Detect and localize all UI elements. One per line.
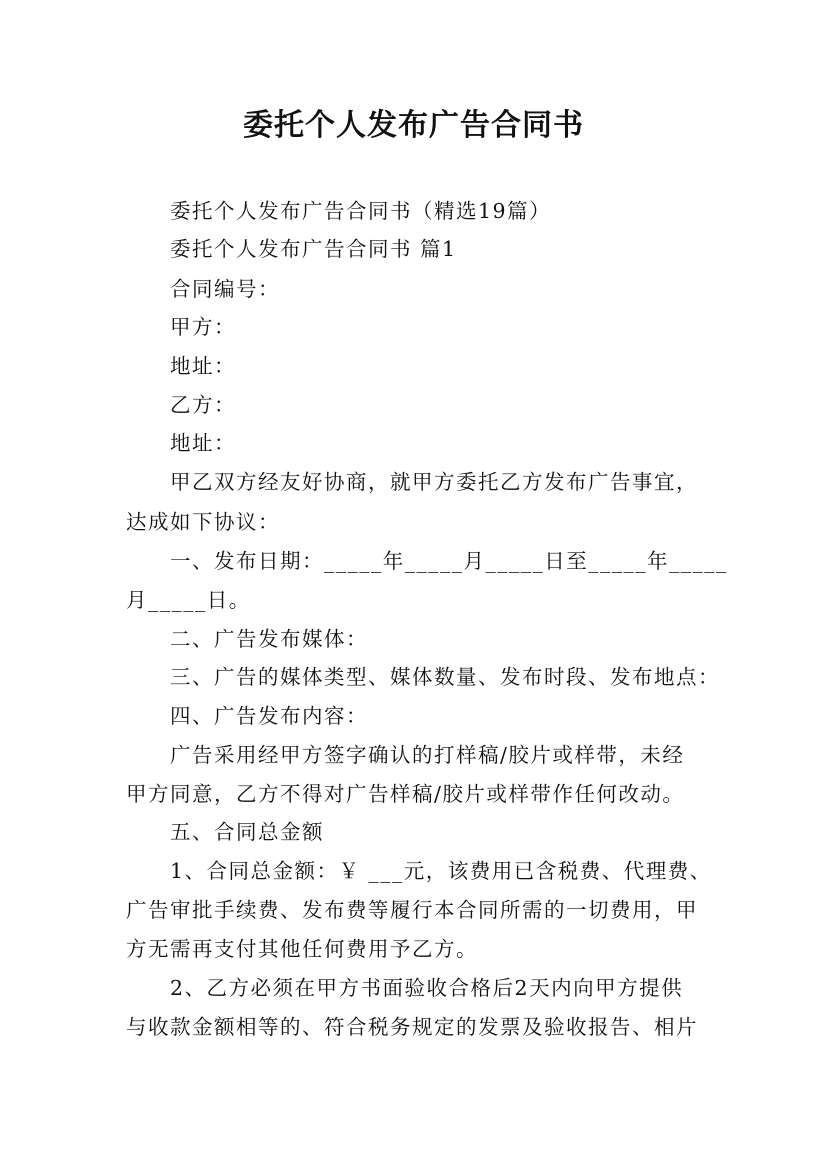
paragraph-line: 与收款金额相等的、符合税务规定的发票及验收报告、相片 — [126, 1015, 698, 1039]
party-a-field: 甲方： — [170, 315, 236, 339]
party-a-address-field: 地址： — [170, 354, 236, 378]
clause-line: 五、合同总金额 — [170, 820, 324, 844]
clause-line: 月_____日。 — [126, 588, 251, 612]
paragraph-line: 2、乙方必须在甲方书面验收合格后2天内向甲方提供 — [170, 976, 684, 1000]
subtitle-line: 委托个人发布广告合同书（精选19篇） — [170, 199, 552, 223]
clause-line: 三、广告的媒体类型、媒体数量、发布时段、发布地点： — [170, 665, 720, 689]
paragraph-line: 甲方同意，乙方不得对广告样稿/胶片或样带作任何改动。 — [126, 782, 685, 806]
paragraph-line: 广告审批手续费、发布费等履行本合同所需的一切费用，甲 — [126, 898, 698, 922]
paragraph-line: 甲乙双方经友好协商，就甲方委托乙方发布广告事宜， — [170, 470, 698, 494]
document-title: 委托个人发布广告合同书 — [243, 108, 584, 143]
section-heading: 委托个人发布广告合同书 篇1 — [170, 237, 457, 261]
paragraph-line: 方无需再支付其他任何费用予乙方。 — [126, 937, 478, 961]
contract-number-field: 合同编号： — [170, 277, 280, 301]
clause-line: 一、发布日期：_____年_____月_____日至_____年_____ — [170, 549, 728, 573]
party-b-field: 乙方： — [170, 393, 236, 417]
paragraph-line: 达成如下协议： — [126, 510, 280, 534]
party-b-address-field: 地址： — [170, 431, 236, 455]
clause-line: 四、广告发布内容： — [170, 704, 368, 728]
paragraph-line: 广告采用经甲方签字确认的打样稿/胶片或样带，未经 — [170, 743, 685, 767]
clause-line: 二、广告发布媒体： — [170, 627, 368, 651]
paragraph-line: 1、合同总金额：￥ ___元，该费用已含税费、代理费、 — [170, 859, 712, 883]
